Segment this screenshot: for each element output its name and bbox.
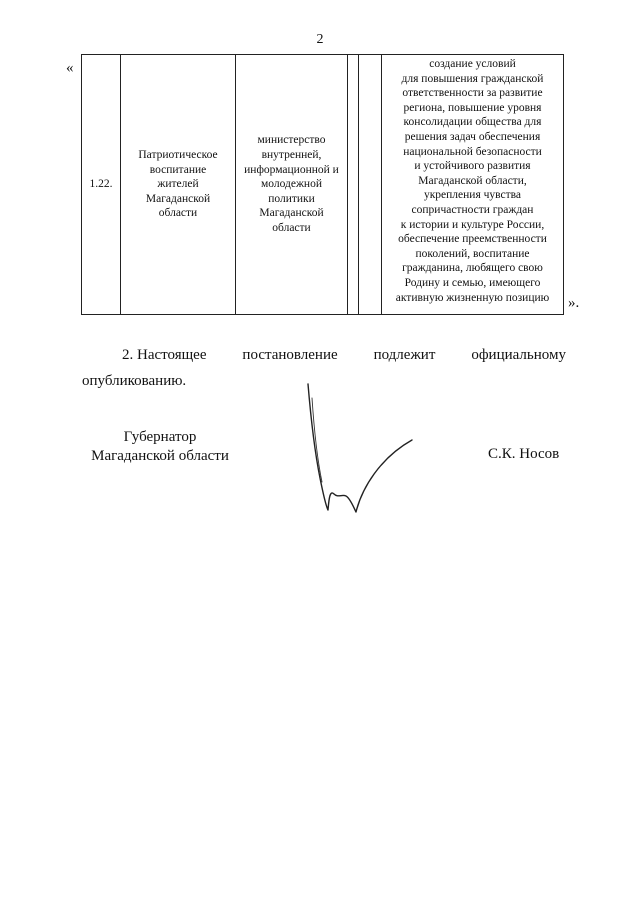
signatory-title-line: Губернатор xyxy=(123,429,197,445)
amendment-table xyxy=(81,54,564,315)
program-name-line: Магаданской xyxy=(145,192,211,205)
closing-quote: ». xyxy=(568,295,580,311)
ministry-line: Магаданской xyxy=(259,207,324,220)
signatory-name: С.К. Носов xyxy=(488,446,560,462)
goal-line: ответственности за развитие xyxy=(402,87,543,100)
program-name-cell xyxy=(121,55,236,315)
goal-line: гражданина, любящего свою xyxy=(402,262,543,275)
ministry-line: области xyxy=(272,221,311,234)
goal-line: создание условий xyxy=(429,58,516,70)
paragraph-word: подлежит xyxy=(373,347,436,363)
ministry-line: молодежной xyxy=(261,178,322,191)
paragraph-word: 2. Настоящее xyxy=(122,347,207,363)
empty-cell xyxy=(348,55,359,315)
ministry-line: политики xyxy=(268,192,315,205)
paragraph-line: опубликованию. xyxy=(82,373,187,389)
goal-line: для повышения гражданской xyxy=(401,72,544,85)
goal-line: активную жизненную позицию xyxy=(395,291,550,304)
program-name-line: жителей xyxy=(157,178,199,191)
program-name-line: области xyxy=(158,207,198,220)
opening-quote: « xyxy=(66,60,74,76)
empty-cell xyxy=(359,55,382,315)
paragraph-word: постановление xyxy=(242,347,338,363)
signatory-title xyxy=(70,428,250,466)
ministry-line: внутренней, xyxy=(261,149,322,162)
goal-line: и устойчивого развития xyxy=(414,160,531,173)
goal-line: консолидации общества для xyxy=(403,116,542,129)
signatory-title-line: Магаданской области xyxy=(91,448,229,464)
paragraph-word: официальному xyxy=(471,347,566,363)
goal-line: сопричастности граждан xyxy=(411,203,534,216)
ministry-line: министерство xyxy=(257,134,326,147)
paragraph-line xyxy=(82,342,566,368)
program-name-line: Патриотическое xyxy=(138,149,218,162)
goal-line: к истории и культуре России, xyxy=(400,218,545,231)
ministry-line: информационной и xyxy=(244,163,339,176)
goal-cell xyxy=(382,55,564,315)
page-number: 2 xyxy=(316,32,324,47)
goal-line: региона, повышение уровня xyxy=(403,101,542,114)
row-number: 1.22. xyxy=(89,178,113,191)
goal-line: обеспечение преемственности xyxy=(398,233,547,246)
program-name-line: воспитание xyxy=(149,163,207,176)
goal-line: Магаданской области, xyxy=(418,174,527,187)
goal-line: поколений, воспитание xyxy=(415,247,530,260)
goal-line: национальной безопасности xyxy=(403,145,542,158)
goal-line: решения задач обеспечения xyxy=(404,130,541,143)
responsible-ministry-cell xyxy=(236,55,348,315)
goal-line: Родину и семью, имеющего xyxy=(404,276,541,289)
table-row xyxy=(82,55,564,315)
goal-line: укрепления чувства xyxy=(423,189,522,202)
row-number-cell xyxy=(82,55,121,315)
handwritten-signature xyxy=(290,378,430,518)
